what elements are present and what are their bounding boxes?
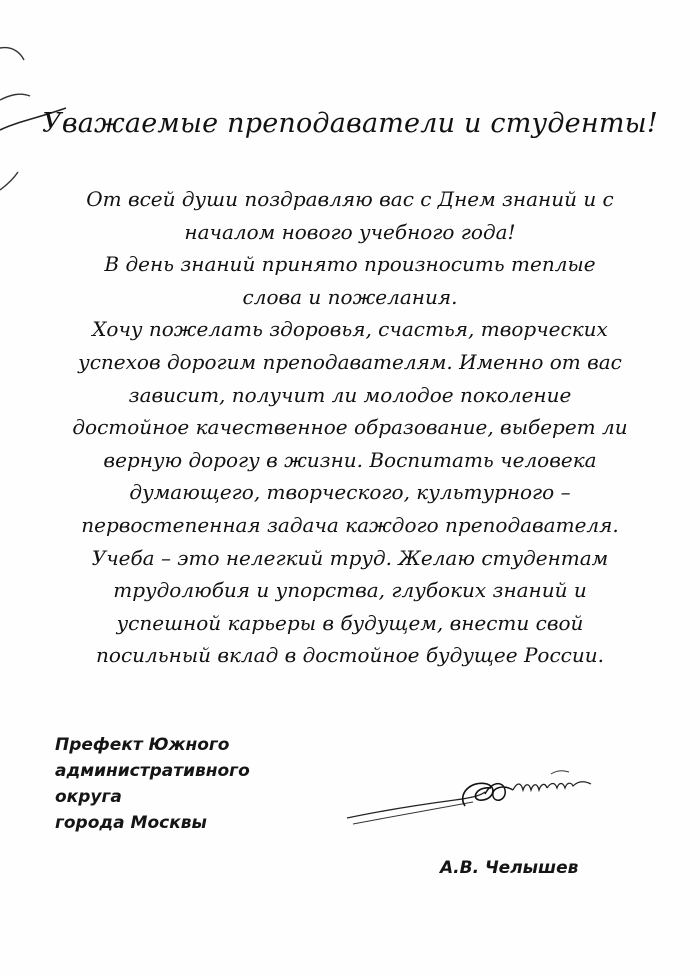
body-line: слова и пожелания. xyxy=(242,284,458,309)
signatory-title-line: города Москвы xyxy=(55,813,207,833)
body-line: достойное качественное образование, выберет ли xyxy=(72,415,628,440)
body-line: началом нового учебного года! xyxy=(184,219,516,244)
signatory-title-line: административного xyxy=(55,761,250,781)
letter-heading: Уважаемые преподаватели и студенты! xyxy=(42,108,658,139)
body-line: Хочу пожелать здоровья, счастья, творческих xyxy=(92,317,608,342)
body-line: успехов дорогим преподавателям. Именно от вас xyxy=(78,349,622,374)
body-line: успешной карьеры в будущем, внести свой xyxy=(116,610,584,635)
body-line: В день знаний принято произносить теплые xyxy=(104,252,596,277)
body-line: посильный вклад в достойное будущее России. xyxy=(96,643,604,668)
letter-body xyxy=(40,183,660,672)
signatory-title-line: округа xyxy=(55,787,122,807)
signatory-title-line: Префект Южного xyxy=(55,735,230,755)
body-line: От всей души поздравляю вас с Днем знаний и с xyxy=(86,187,614,211)
signatory-title xyxy=(55,732,250,836)
body-line: трудолюбия и упорства, глубоких знаний и xyxy=(113,578,587,603)
body-line: верную дорогу в жизни. Воспитать человека xyxy=(103,447,597,472)
body-line: Учеба – это нелегкий труд. Желаю студентам xyxy=(91,545,609,570)
handwritten-signature-icon xyxy=(345,760,605,830)
signatory-name: А.В. Челышев xyxy=(440,858,579,878)
body-line: зависит, получит ли молодое поколение xyxy=(128,382,572,407)
body-line: думающего, творческого, культурного – xyxy=(129,480,571,505)
body-line: первостепенная задача каждого преподавателя. xyxy=(81,512,619,537)
